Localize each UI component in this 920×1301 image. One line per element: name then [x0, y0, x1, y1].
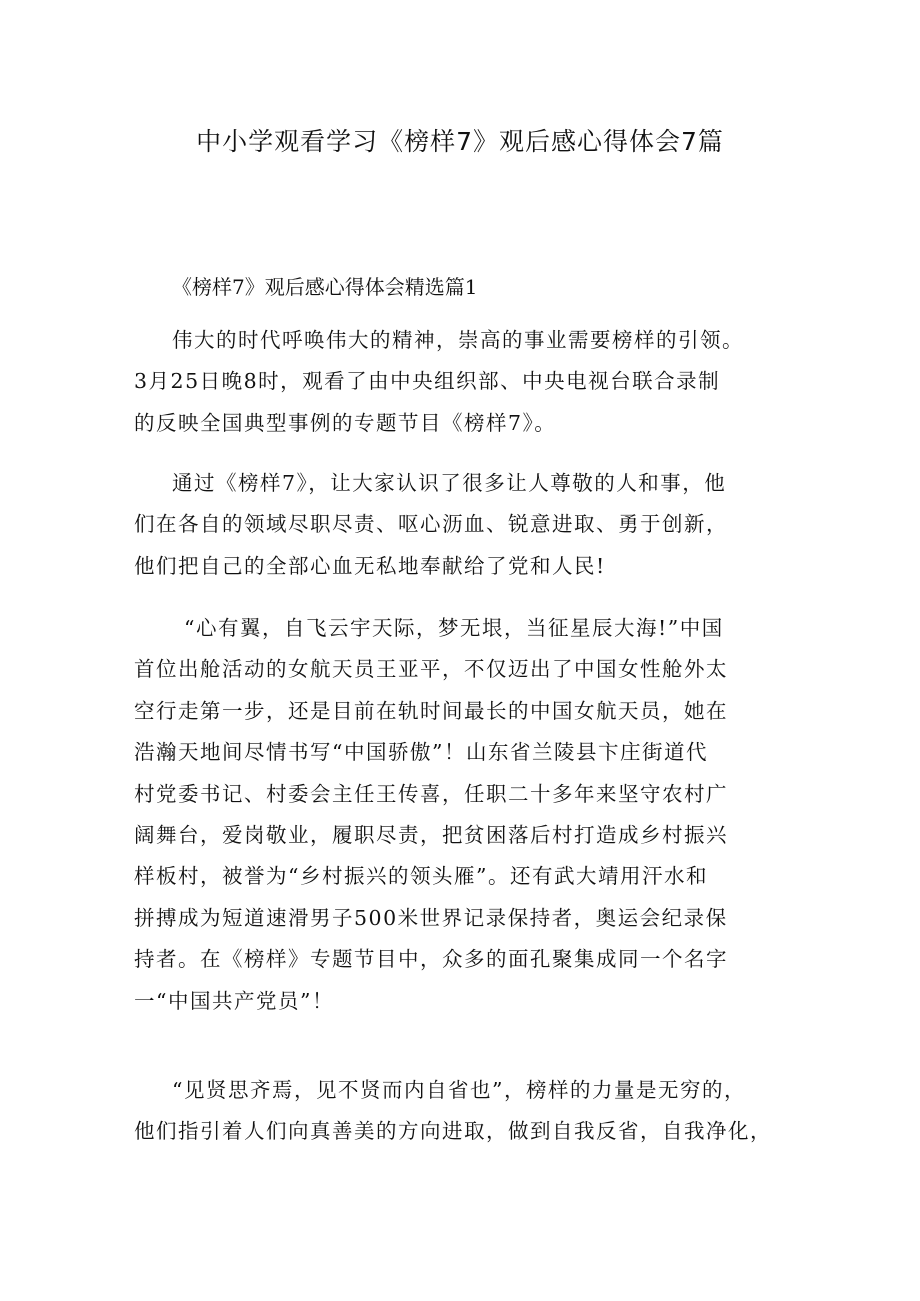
paragraph-4: [134, 1070, 784, 1153]
paragraph-line: 们在各自的领域尽职尽责、呕心沥血、锐意进取、勇于创新，: [134, 512, 728, 537]
paragraph-line: 通过《榜样7》，让大家认识了很多让人尊敬的人和事，他: [172, 471, 727, 495]
paragraph-line: 他们把自己的全部心血无私地奉献给了党和人民!: [134, 553, 606, 578]
paragraph-line: 的反映全国典型事例的专题节目《榜样7》。: [134, 410, 557, 435]
paragraph-line: 空行走第一步，还是目前在轨时间最长的中国女航天员，她在: [134, 698, 728, 723]
document-title: 中小学观看学习《榜样7》观后感心得体会7篇: [196, 127, 724, 156]
paragraph-line: 持者。在《榜样》专题节目中，众多的面孔聚集成同一个名字: [134, 947, 728, 972]
paragraph-line: 一“中国共产党员”！: [134, 988, 334, 1013]
paragraph-1: [134, 320, 784, 444]
paragraph-line: 伟大的时代呼唤伟大的精神，崇高的事业需要榜样的引领。: [172, 328, 744, 352]
paragraph-3: [134, 608, 784, 1022]
paragraph-line: 浩瀚天地间尽情书写“中国骄傲”！山东省兰陵县卞庄街道代: [134, 740, 708, 765]
paragraph-line: 阔舞台，爱岗敬业，履职尽责，把贫困落后村打造成乡村振兴: [134, 823, 728, 848]
paragraph-line: 他们指引着人们向真善美的方向进取，做到自我反省，自我净化，: [134, 1119, 772, 1144]
paragraph-line: “见贤思齐焉，见不贤而内自省也”，榜样的力量是无穷的，: [172, 1078, 746, 1102]
paragraph-line: “心有翼，自飞云宇天际，梦无垠，当征星辰大海!”中国: [184, 616, 724, 640]
section-heading: 《榜样7》观后感心得体会精选篇1: [172, 275, 478, 299]
paragraph-line: 村党委书记、村委会主任王传喜，任职二十多年来坚守农村广: [134, 781, 728, 806]
paragraph-2: [134, 463, 784, 587]
paragraph-line: 样板村，被誉为“乡村振兴的领头雁”。还有武大靖用汗水和: [134, 864, 708, 889]
paragraph-line: 3月25日晚8时，观看了由中央组织部、中央电视台联合录制: [134, 369, 721, 394]
paragraph-line: 拼搏成为短道速滑男子500米世界记录保持者，奥运会纪录保: [134, 905, 728, 930]
paragraph-line: 首位出舱活动的女航天员王亚平，不仅迈出了中国女性舱外太: [134, 657, 728, 682]
